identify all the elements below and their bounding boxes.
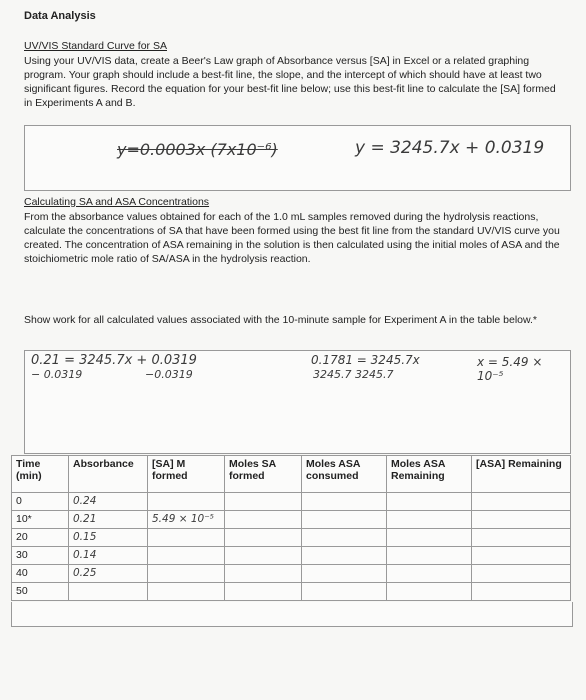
cell-moles-sa: [225, 565, 302, 583]
header-moles-sa: Moles SA formed: [225, 456, 302, 493]
cell-absorbance: 0.24: [69, 493, 148, 511]
cell-moles-asa-remaining: [387, 493, 472, 511]
cell-asa-remaining: [472, 565, 571, 583]
cell-absorbance: 0.14: [69, 547, 148, 565]
cell-moles-sa: [225, 547, 302, 565]
cell-absorbance: 0.15: [69, 529, 148, 547]
cell-moles-asa-consumed: [302, 529, 387, 547]
show-work-instructions: Show work for all calculated values associated with the 10-minute sample for Experiment A in the table below.*: [24, 314, 538, 326]
cell-sa: [148, 529, 225, 547]
work-divide: 3245.7 3245.7: [313, 368, 394, 381]
cell-time: 0: [12, 493, 69, 511]
cell-sa: [148, 583, 225, 601]
header-absorbance: Absorbance: [69, 456, 148, 493]
work-equation: 0.21 = 3245.7x + 0.0319: [31, 353, 197, 368]
struck-equation: y=0.0003x (7x10⁻⁶): [117, 140, 278, 159]
cell-sa: [148, 493, 225, 511]
cell-sa: [148, 565, 225, 583]
cell-moles-asa-consumed: [302, 511, 387, 529]
equation-answer-box: [24, 125, 571, 191]
standard-curve-instructions: Using your UV/VIS data, create a Beer's Law graph of Absorbance versus [SA] in Excel or a related graphing program. Your graph should include a best-fit line, the slope, and the intercept of which should have at least two significant figures. Record the equation for your best-fit line below; use this best-fit line to calculate the [SA] formed in Experiments A and B.: [24, 55, 556, 109]
cell-moles-sa: [225, 583, 302, 601]
table-row: [12, 547, 571, 565]
header-time: Time (min): [12, 456, 69, 493]
cell-moles-asa-remaining: [387, 565, 472, 583]
cell-moles-sa: [225, 493, 302, 511]
cell-asa-remaining: [472, 529, 571, 547]
table-row: [12, 511, 571, 529]
cell-moles-asa-remaining: [387, 511, 472, 529]
cell-absorbance: [69, 583, 148, 601]
cell-moles-sa: [225, 529, 302, 547]
concentrations-heading: Calculating SA and ASA Concentrations: [24, 196, 210, 208]
work-subtract-left: − 0.0319: [31, 368, 83, 381]
cell-asa-remaining: [472, 583, 571, 601]
best-fit-equation: y = 3245.7x + 0.0319: [355, 138, 545, 158]
work-subtract-right: −0.0319: [145, 368, 193, 381]
header-asa-remaining: [ASA] Remaining: [472, 456, 571, 493]
cell-moles-asa-remaining: [387, 583, 472, 601]
cell-moles-asa-remaining: [387, 529, 472, 547]
cell-moles-sa: [225, 511, 302, 529]
data-table: [11, 455, 571, 601]
cell-time: 30: [12, 547, 69, 565]
cell-asa-remaining: [472, 493, 571, 511]
work-result: x = 5.49 × 10⁻⁵: [477, 355, 543, 383]
cell-moles-asa-consumed: [302, 565, 387, 583]
cell-absorbance: 0.21: [69, 511, 148, 529]
header-sa-formed: [SA] M formed: [148, 456, 225, 493]
table-row: [12, 565, 571, 583]
cell-time: 50: [12, 583, 69, 601]
table-row: [12, 493, 571, 511]
table-footer-space: [11, 602, 573, 627]
cell-time: 20: [12, 529, 69, 547]
cell-sa: 5.49 × 10⁻⁵: [148, 511, 225, 529]
concentrations-instructions: From the absorbance values obtained for each of the 1.0 mL samples removed during the hydrolysis reactions, calculate the concentrations of SA that have been formed using the best fit line from the standard UV/VIS curve you created. The concentration of ASA remaining in the solution is then calculated using the initial moles of ASA and the stoichiometric mole ratio of SA/ASA in the hydrolysis reaction.: [24, 211, 560, 265]
standard-curve-heading: UV/VIS Standard Curve for SA: [24, 40, 167, 52]
cell-asa-remaining: [472, 511, 571, 529]
work-box: [24, 350, 571, 454]
cell-absorbance: 0.25: [69, 565, 148, 583]
cell-moles-asa-consumed: [302, 583, 387, 601]
work-middle-equation: 0.1781 = 3245.7x: [311, 353, 420, 367]
table-row: [12, 583, 571, 601]
cell-moles-asa-consumed: [302, 493, 387, 511]
cell-sa: [148, 547, 225, 565]
page-title: Data Analysis: [24, 10, 96, 22]
cell-asa-remaining: [472, 547, 571, 565]
cell-time: 10*: [12, 511, 69, 529]
table-header-row: [12, 456, 571, 493]
header-moles-asa-consumed: Moles ASA consumed: [302, 456, 387, 493]
cell-time: 40: [12, 565, 69, 583]
cell-moles-asa-consumed: [302, 547, 387, 565]
header-moles-asa-remaining: Moles ASA Remaining: [387, 456, 472, 493]
cell-moles-asa-remaining: [387, 547, 472, 565]
table-row: [12, 529, 571, 547]
